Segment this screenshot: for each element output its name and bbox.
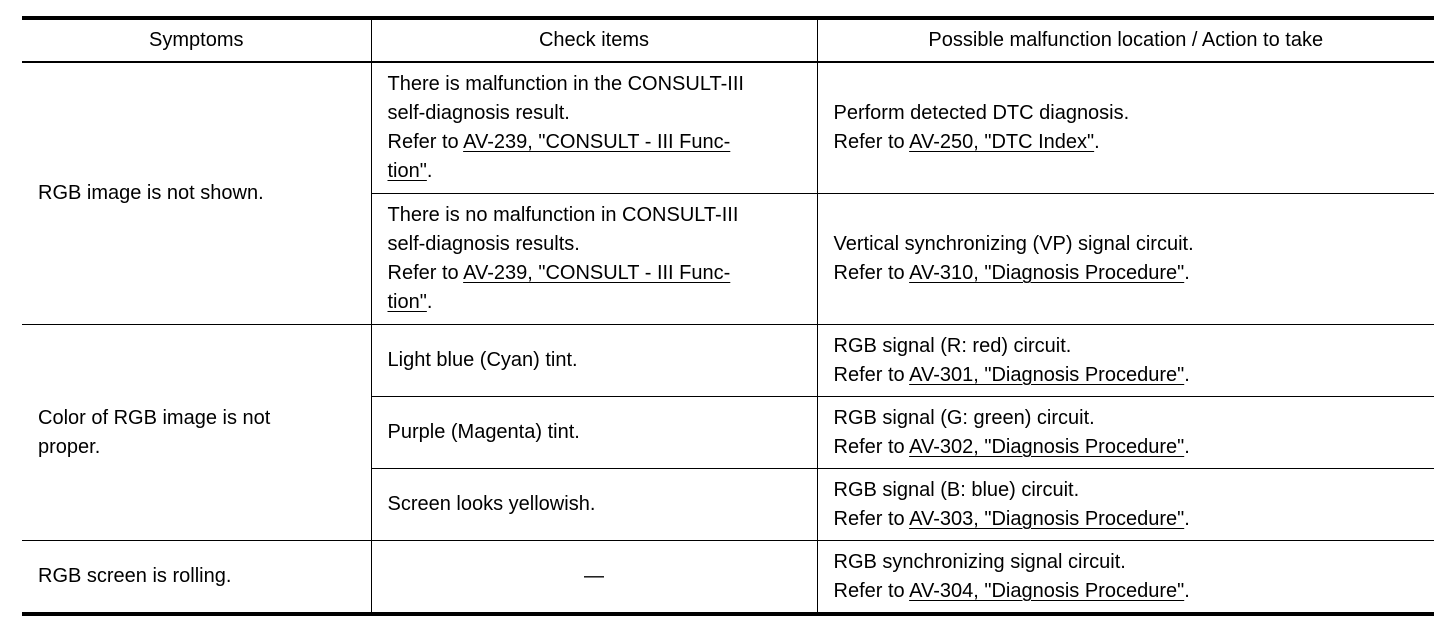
ref-link-av-239-cont[interactable]: tion"	[387, 291, 427, 313]
symptom-text: RGB screen is rolling.	[38, 565, 232, 587]
table-row	[22, 62, 1434, 194]
header-action: Possible malfunction location / Action to take	[817, 18, 1434, 62]
ref-link-av-302[interactable]: AV-302, "Diagnosis Procedure"	[909, 435, 1185, 458]
table-row	[22, 541, 1434, 615]
symptom-cell	[22, 62, 371, 325]
ref-prefix: Refer to	[833, 435, 910, 458]
header-row	[22, 18, 1434, 62]
ref-link-av-303[interactable]: AV-303, "Diagnosis Procedure"	[909, 507, 1185, 530]
check-ref-line	[388, 288, 801, 317]
ref-suffix: .	[426, 160, 433, 182]
symptom-text: RGB image is not shown.	[38, 182, 264, 204]
ref-prefix: Refer to	[387, 262, 464, 284]
check-ref-line	[388, 157, 801, 186]
action-text: RGB signal (R: red) circuit.	[833, 334, 1072, 357]
header-check-items: Check items	[371, 18, 817, 62]
table-row	[22, 325, 1434, 397]
ref-suffix: .	[1184, 579, 1190, 602]
check-text: Screen looks yellowish.	[387, 493, 596, 515]
ref-prefix: Refer to	[833, 363, 910, 386]
action-ref-line	[834, 433, 1419, 462]
check-text-line: self-diagnosis results.	[387, 233, 580, 255]
check-cell	[371, 397, 817, 469]
action-ref-line	[834, 128, 1419, 157]
ref-suffix: .	[1094, 131, 1100, 153]
action-text: RGB signal (G: green) circuit.	[833, 406, 1095, 429]
ref-prefix: Refer to	[833, 507, 910, 530]
diagnosis-table	[22, 16, 1434, 616]
ref-link-av-239[interactable]: AV-239, "CONSULT - III Func-	[463, 131, 731, 153]
check-text-line: There is no malfunction in CONSULT-III	[387, 204, 739, 226]
ref-prefix: Refer to	[387, 131, 464, 153]
check-text: Purple (Magenta) tint.	[387, 421, 580, 443]
ref-link-av-239[interactable]: AV-239, "CONSULT - III Func-	[463, 262, 731, 284]
symptom-cell	[22, 541, 371, 615]
check-ref-line	[388, 259, 801, 288]
check-text-dash: —	[584, 565, 604, 587]
action-cell	[817, 325, 1434, 397]
check-cell	[371, 541, 817, 615]
action-ref-line	[834, 577, 1419, 606]
ref-prefix: Refer to	[833, 579, 910, 602]
header-symptoms: Symptoms	[22, 18, 371, 62]
ref-prefix: Refer to	[833, 262, 910, 284]
ref-suffix: .	[1184, 363, 1190, 386]
ref-link-av-301[interactable]: AV-301, "Diagnosis Procedure"	[909, 363, 1185, 386]
check-cell	[371, 469, 817, 541]
check-cell	[371, 62, 817, 194]
check-text: Light blue (Cyan) tint.	[387, 349, 578, 371]
ref-link-av-304[interactable]: AV-304, "Diagnosis Procedure"	[909, 579, 1185, 602]
ref-link-av-250[interactable]: AV-250, "DTC Index"	[909, 131, 1095, 153]
action-text: RGB signal (B: blue) circuit.	[833, 478, 1080, 501]
check-ref-line	[388, 128, 801, 157]
symptom-text-line: Color of RGB image is not	[38, 406, 271, 429]
check-cell	[371, 194, 817, 325]
symptom-text-line: proper.	[38, 435, 101, 458]
action-text: Vertical synchronizing (VP) signal circuit.	[833, 233, 1194, 255]
ref-link-av-239-cont[interactable]: tion"	[387, 160, 427, 182]
action-ref-line	[834, 259, 1419, 288]
action-ref-line	[834, 361, 1419, 390]
action-cell	[817, 62, 1434, 194]
action-cell	[817, 194, 1434, 325]
ref-suffix: .	[1184, 507, 1190, 530]
check-text-line: There is malfunction in the CONSULT-III	[387, 73, 744, 95]
action-text: Perform detected DTC diagnosis.	[833, 102, 1130, 124]
check-text-line: self-diagnosis result.	[387, 102, 570, 124]
ref-suffix: .	[426, 291, 433, 313]
action-ref-line	[834, 505, 1419, 534]
ref-link-av-310[interactable]: AV-310, "Diagnosis Procedure"	[909, 262, 1185, 284]
action-cell	[817, 397, 1434, 469]
action-cell	[817, 541, 1434, 615]
check-cell	[371, 325, 817, 397]
ref-suffix: .	[1184, 435, 1190, 458]
ref-prefix: Refer to	[833, 131, 910, 153]
ref-suffix: .	[1184, 262, 1190, 284]
symptom-cell	[22, 325, 371, 541]
action-text: RGB synchronizing signal circuit.	[833, 550, 1126, 573]
action-cell	[817, 469, 1434, 541]
